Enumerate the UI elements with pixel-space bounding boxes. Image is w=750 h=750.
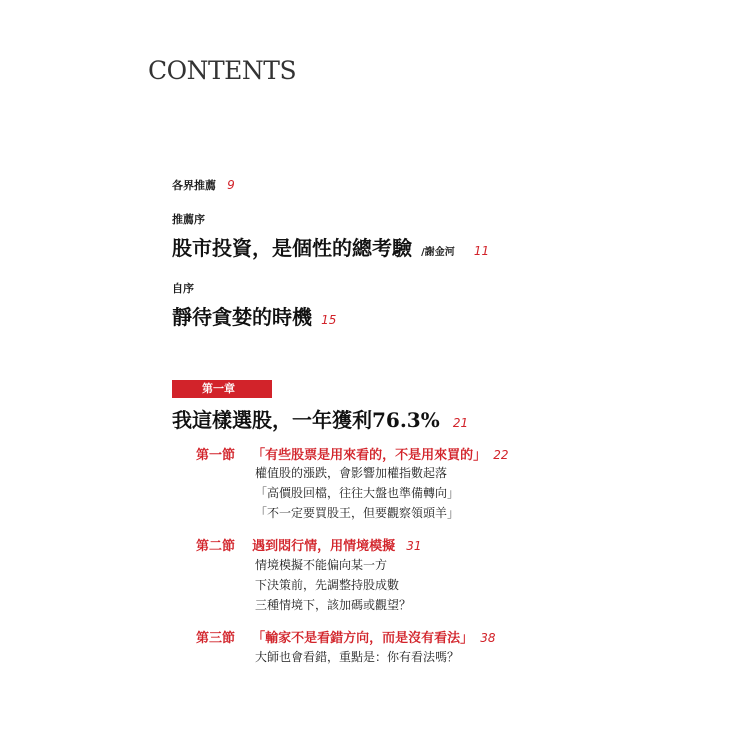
page-number: 9 <box>227 178 235 192</box>
subsection-item: 權值股的漲跌，會影響加權指數起落 <box>255 466 448 480</box>
section-title: 「輸家不是看錯方向，而是沒有看法」 <box>252 631 474 646</box>
section-label: 第三節 <box>196 631 236 646</box>
page-number: 11 <box>473 244 490 258</box>
page-number: 31 <box>406 539 422 553</box>
section-label: 第二節 <box>196 539 236 554</box>
entry-author: /謝金河 <box>421 247 455 258</box>
entry-title: 靜待貪婪的時機 <box>172 305 312 329</box>
section-title: 「有些股票是用來看的，不是用來買的」 <box>252 448 487 463</box>
entry-label-foreword: 推薦序 <box>172 213 205 226</box>
entry-label-preface: 自序 <box>172 282 194 295</box>
contents-heading: CONTENTS <box>148 56 297 85</box>
subsection-item: 「不一定要買股王，但要觀察領頭羊」 <box>255 506 460 520</box>
entry-label: 各界推薦 <box>172 179 216 192</box>
subsection-item: 情境模擬不能偏向某一方 <box>255 558 388 572</box>
section-title: 遇到悶行情，用情境模擬 <box>252 539 396 554</box>
toc-section-3[interactable] <box>196 627 496 646</box>
toc-entry-recommendations[interactable] <box>172 174 235 193</box>
toc-section-2[interactable] <box>196 535 422 554</box>
toc-entry-foreword[interactable] <box>172 232 489 261</box>
subsection-item: 下決策前，先調整持股成數 <box>255 578 400 592</box>
toc-entry-chapter-1[interactable] <box>172 404 468 433</box>
subsection-item: 大師也會看錯，重點是：你有看法嗎？ <box>255 650 460 664</box>
toc-entry-preface[interactable] <box>172 301 336 330</box>
chapter-badge: 第一章 <box>172 380 272 398</box>
page-number: 21 <box>452 416 469 430</box>
subsection-item: 「高價股回檔，往往大盤也準備轉向」 <box>255 486 460 500</box>
toc-section-1[interactable] <box>196 444 509 463</box>
page-number: 38 <box>480 631 496 645</box>
entry-title: 股市投資，是個性的總考驗 <box>172 236 412 260</box>
section-label: 第一節 <box>196 448 236 463</box>
page-number: 15 <box>321 313 337 327</box>
page-number: 22 <box>493 448 509 462</box>
chapter-title: 我這樣選股，一年獲利76.3% <box>172 408 440 432</box>
subsection-item: 三種情境下，該加碼或觀望？ <box>255 598 412 612</box>
